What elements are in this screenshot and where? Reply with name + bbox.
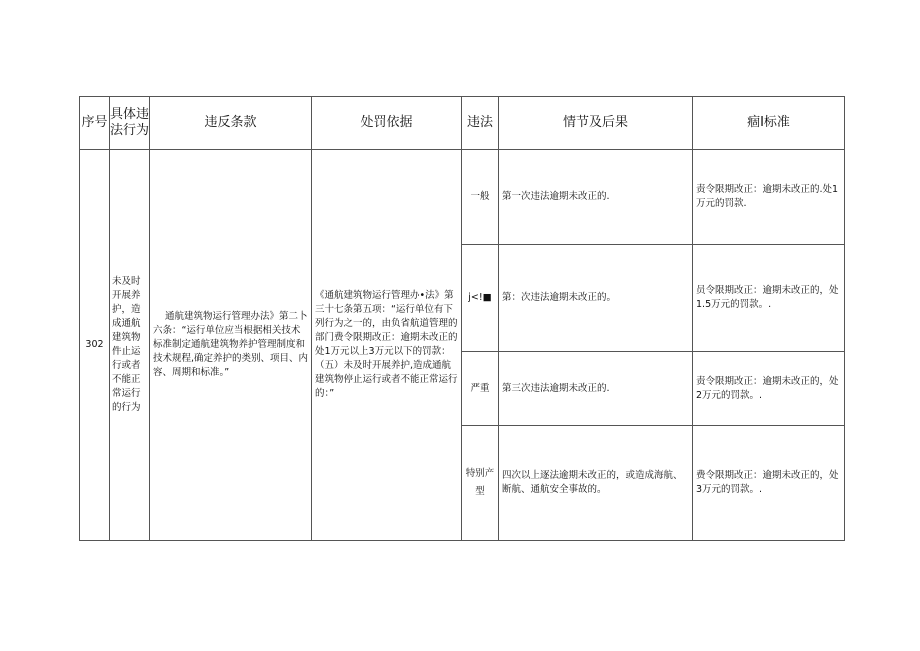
level-cell: j<!■ [462,245,499,352]
condition-cell: 四次以上逐法逾期未改正的，或造成海航、断航、通航安全事故的。 [499,426,693,541]
header-standard: 痼Ⅰ标准 [693,97,845,150]
penalty-standard-table [79,96,845,541]
seq-cell: 302 [80,150,110,541]
standard-cell: 责令限期改正：逾期未改正的.处1万元的罚款. [693,150,845,245]
header-seq: 序号 [80,97,110,150]
header-basis: 处罚依据 [312,97,462,150]
basis-cell: 《通航建筑物运行管理办•法》第三十七条第五项：“运行单位有下列行为之一的，由负省航道管理的部门费令限期改正：逾期未改正的处1万元以上3万元以下的罚款：（五）未及时开展养护,造成通航建筑物停止运行或者不能正常运行的：” [312,150,462,541]
level-cell: 严重 [462,352,499,426]
condition-cell: 第一次违法逾期未改正的. [499,150,693,245]
header-level: 违法 [462,97,499,150]
standard-cell: 员令限期改正：逾期未改正的，处1.5万元的罚款。. [693,245,845,352]
clause-cell: 通航建筑物运行管理办法》第二卜六条：“运行单位应当根据相关技术标准制定通航建筑物养护管理制度和技术规程,确定养护的类别、项目、内容、周期和标准。” [150,150,312,541]
header-row [80,97,845,150]
level-cell: 一般 [462,150,499,245]
header-behavior: 具体违法行为 [110,97,150,150]
header-clause: 违反条款 [150,97,312,150]
behavior-cell: 未及时开展养护，造成通航建筑物件止运行或者不能正常运行的行为 [110,150,150,541]
condition-cell: 第三次违法逾期未改正的. [499,352,693,426]
level-cell: 特别产型 [462,426,499,541]
standard-cell: 责令限期改正：逾期未改正的，处2万元的罚款。. [693,352,845,426]
table-row [80,150,845,245]
header-condition: 情节及后果 [499,97,693,150]
standard-cell: 费令限期改正：逾期未改正的，处3万元的罚款。. [693,426,845,541]
condition-cell: 第：次违法逾期未改正的。 [499,245,693,352]
